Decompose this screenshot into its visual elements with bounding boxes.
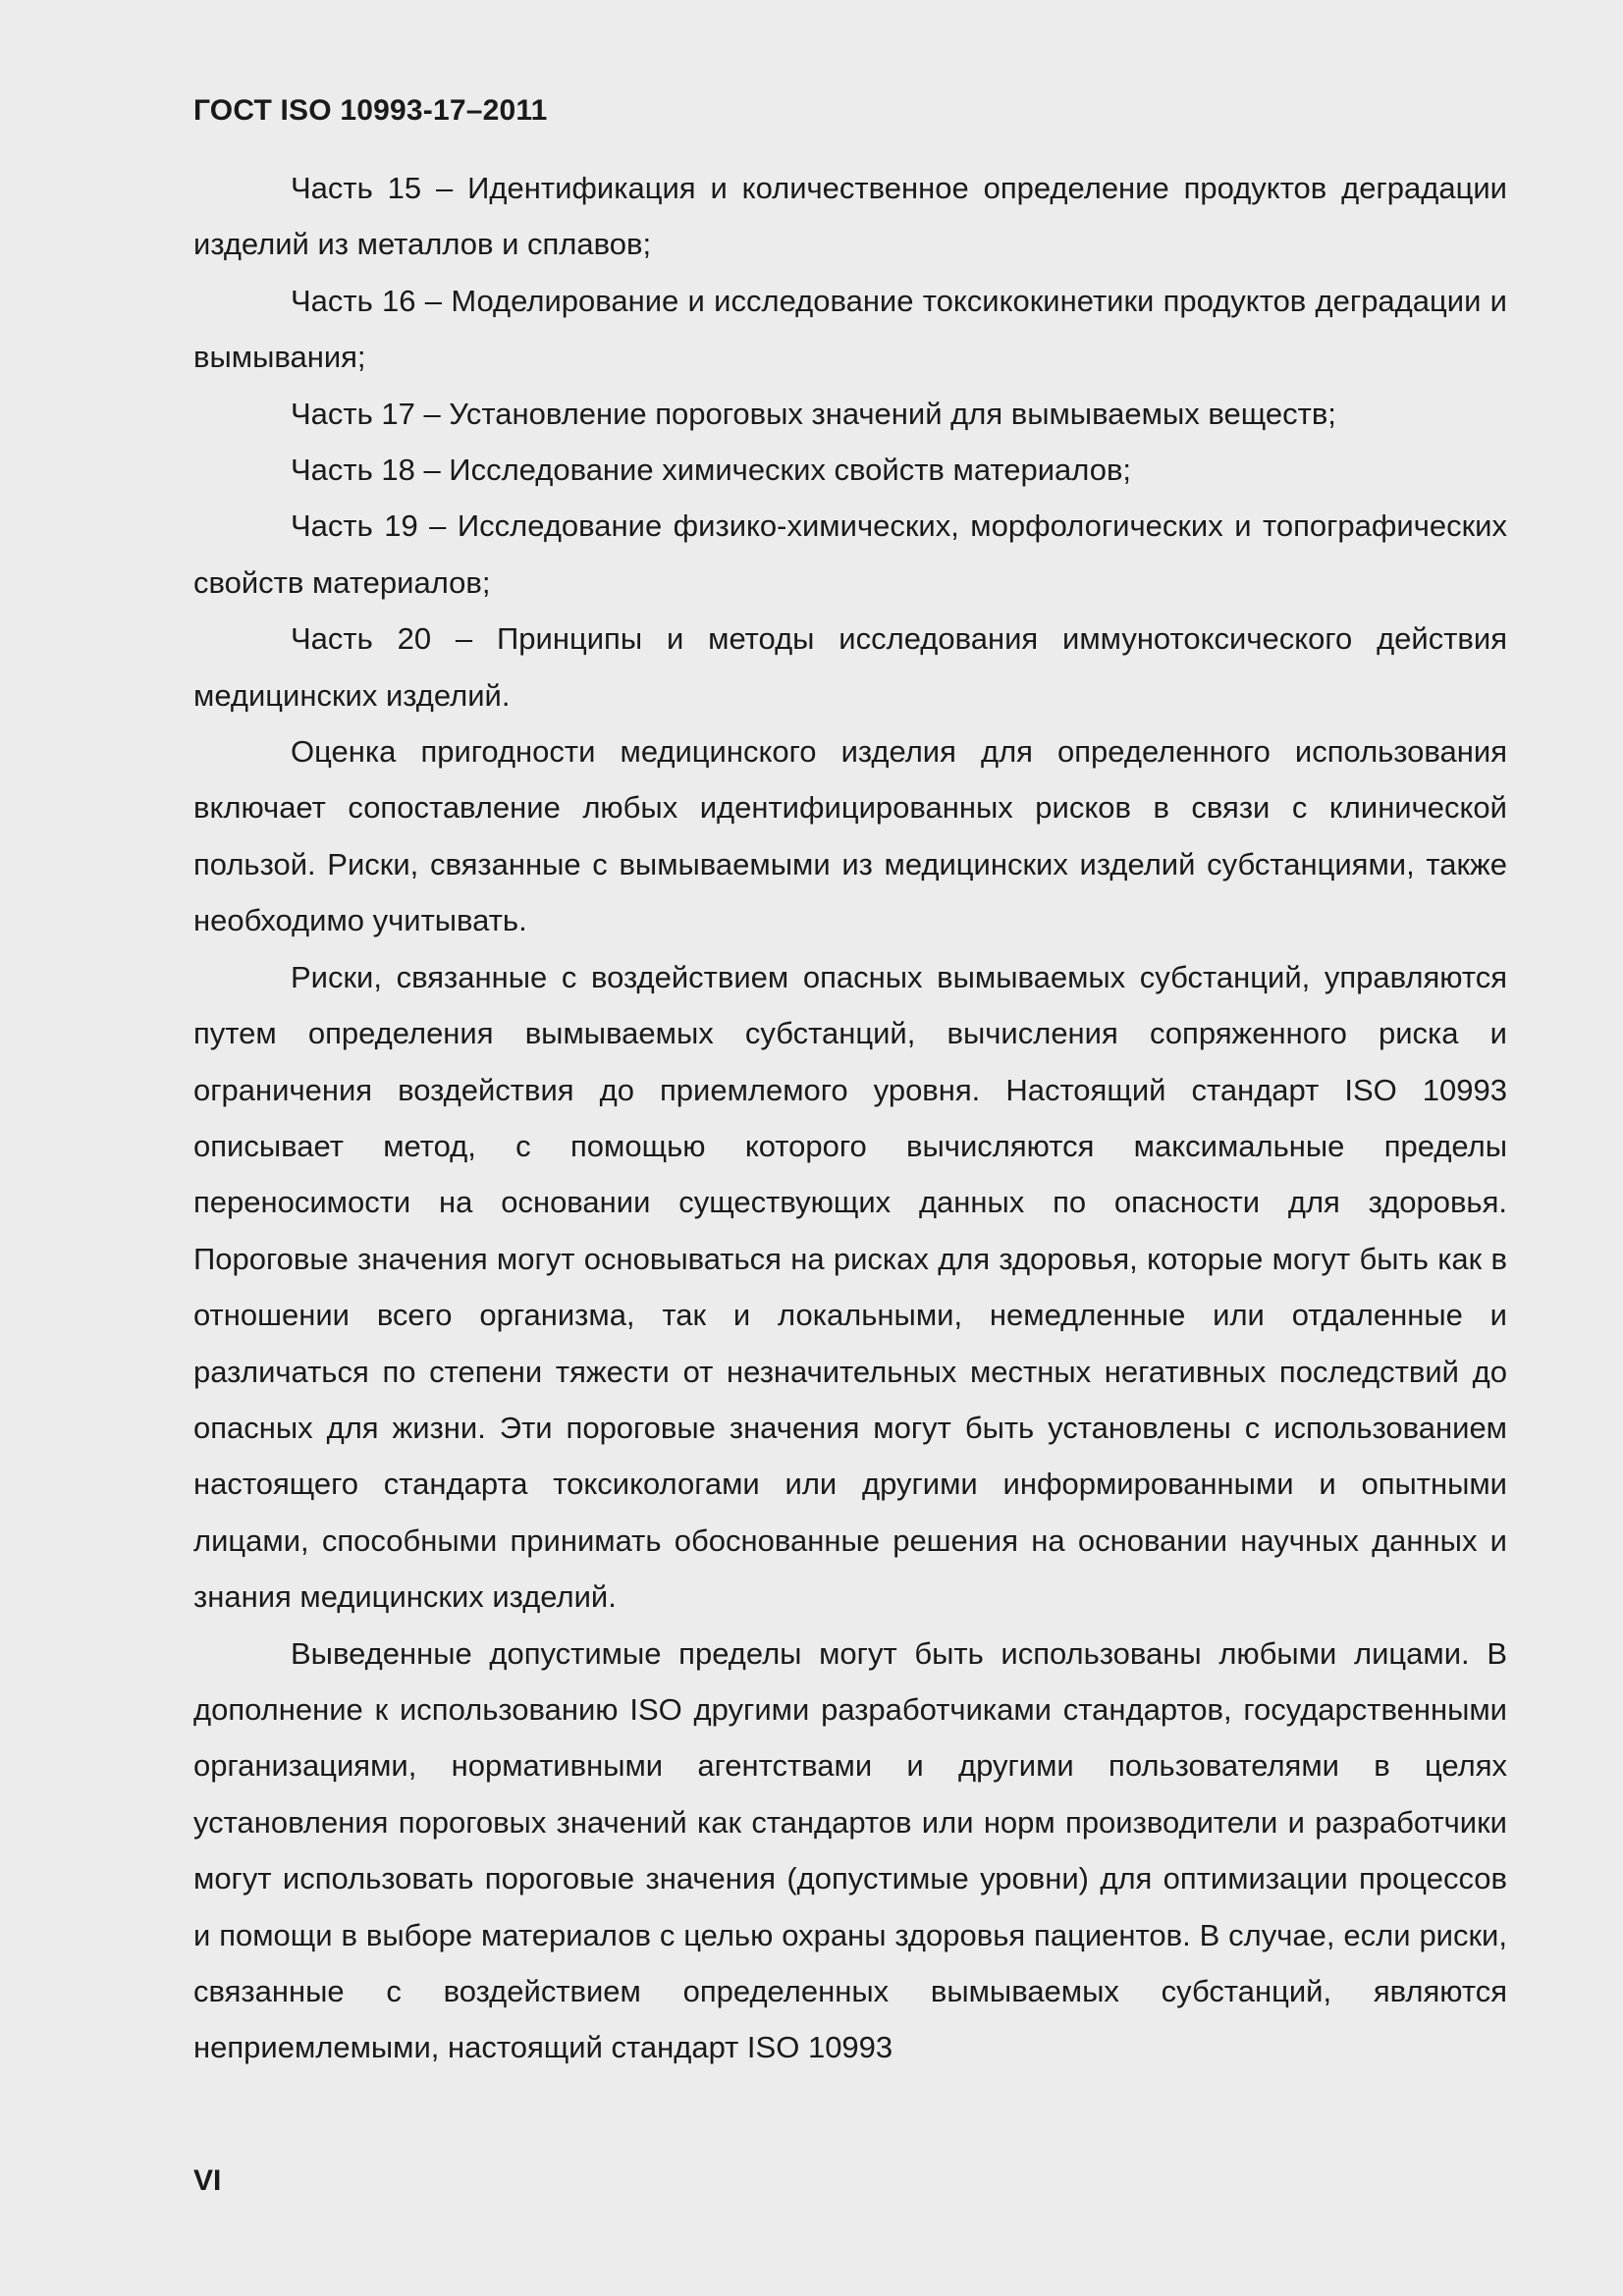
paragraph-risks: Риски, связанные с воздействием опасных вымываемых субстанций, управляются путем определения вымываемых субстанций, вычисления сопряженного риска и ограничения воздействия до приемлемого уровня. Настоящий стандарт ISO 10993 описывает метод, с помощью которого вычисляются максимальные пределы переносимости на основании существующих данных по опасности для здоровья. Пороговые значения могут основываться на рисках для здоровья, которые могут быть как в отношении всего организма, так и локальными, немедленные или отдаленные и различаться по степени тяжести от незначительных местных негативных последствий до опасных для жизни. Эти пороговые значения могут быть установлены с использованием настоящего стандарта токсикологами или другими информированными и опытными лицами, способными принимать обоснованные решения на основании научных данных и знания медицинских изделий. (193, 959, 1507, 1615)
paragraph-part-18: Часть 18 – Исследование химических свойств материалов; (291, 453, 1132, 488)
document-header: ГОСТ ISO 10993-17–2011 (193, 94, 548, 127)
paragraph-part-16: Часть 16 – Моделирование и исследование токсикокинетики продуктов деградации и вымывания; (193, 283, 1507, 375)
paragraph-limits: Выведенные допустимые пределы могут быть использованы любыми лицами. В дополнение к использованию ISO другими разработчиками стандартов, государственными организациями, нормативными агентствами и другими пользователями в целях установления пороговых значений как стандартов или норм производители и разработчики могут использовать пороговые значения (допустимые уровни) для оптимизации процессов и помощи в выборе материалов с целью охраны здоровья пациентов. В случае, если риски, связанные с воздействием определенных вымываемых субстанций, являются неприемлемыми, настоящий стандарт ISO 10993 (193, 1635, 1507, 2065)
paragraph-part-15: Часть 15 – Идентификация и количественное определение продуктов деградации изделий из металлов и сплавов; (193, 171, 1507, 262)
paragraph-part-20: Часть 20 – Принципы и методы исследования иммунотоксического действия медицинских изделий. (193, 621, 1507, 713)
document-body (193, 160, 1507, 2076)
paragraph-part-19: Часть 19 – Исследование физико-химических, морфологических и топографических свойств материалов; (193, 508, 1507, 600)
page-number: VI (193, 2164, 222, 2197)
paragraph-suitability: Оценка пригодности медицинского изделия для определенного использования включает сопоставление любых идентифицированных рисков в связи с клинической пользой. Риски, связанные с вымываемыми из медицинских изделий субстанциями, также необходимо учитывать. (193, 734, 1507, 938)
paragraph-part-17: Часть 17 – Установление пороговых значений для вымываемых веществ; (291, 396, 1336, 431)
